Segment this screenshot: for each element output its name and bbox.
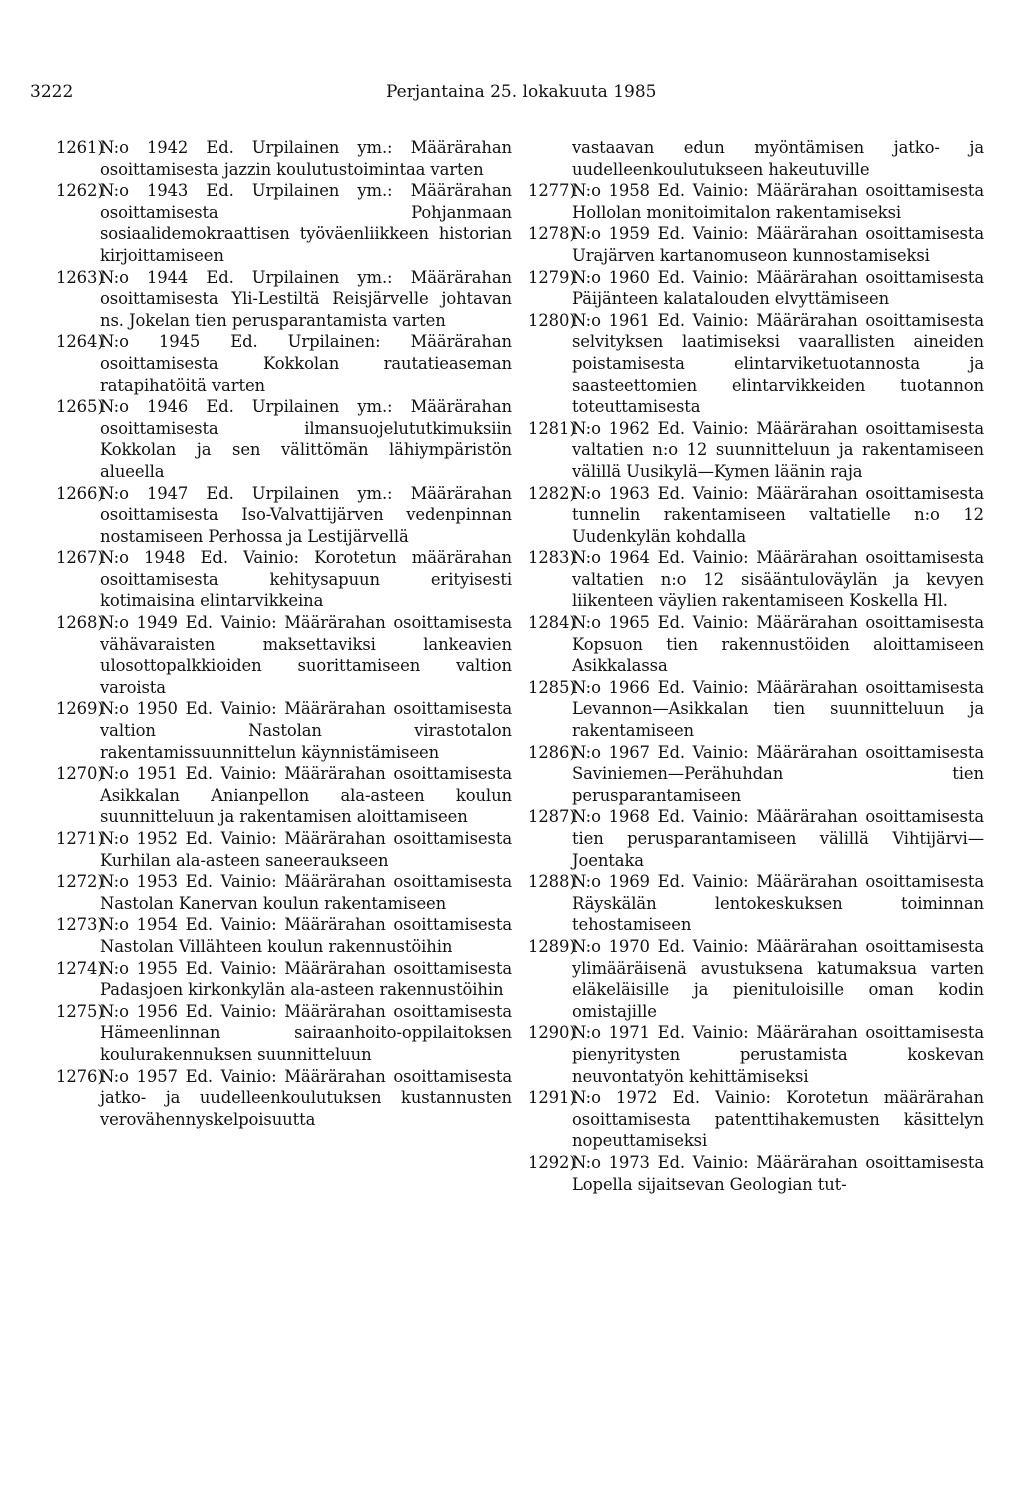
entry-text: N:o 1959 Ed. Vainio: Määrärahan osoittamisesta Urajärven kartanomuseon kunnostamiseksi: [572, 224, 984, 265]
list-item: [56, 914, 512, 957]
entry-number: 1281): [528, 418, 576, 438]
right-column: [528, 137, 984, 1195]
list-item: [56, 612, 512, 698]
list-item: [56, 763, 512, 828]
entry-number: 1265): [56, 397, 104, 417]
entry-text: N:o 1942 Ed. Urpilainen ym.: Määrärahan osoittamisesta jazzin koulutustoimintaa varten: [100, 138, 512, 179]
entry-text: N:o 1967 Ed. Vainio: Määrärahan osoittamisesta Saviniemen—Perähuhdan tien perusparantamiseen: [572, 742, 984, 805]
list-item: [528, 1152, 984, 1195]
entry-text: N:o 1965 Ed. Vainio: Määrärahan osoittamisesta Kopsuon tien rakennustöiden aloittamiseen Asikkalassa: [572, 613, 984, 676]
entry-number: 1264): [56, 332, 104, 352]
entry-number: 1288): [528, 872, 576, 892]
entry-number: 1262): [56, 181, 104, 201]
list-item: [528, 806, 984, 871]
entry-number: 1266): [56, 483, 104, 503]
entry-text: N:o 1963 Ed. Vainio: Määrärahan osoittamisesta tunnelin rakentamiseen valtatielle n:o 12 Uudenkylän kohdalla: [572, 483, 984, 546]
entry-text: N:o 1971 Ed. Vainio: Määrärahan osoittamisesta pienyritysten perustamista koskevan neuvontatyön kehittämiseksi: [572, 1023, 984, 1086]
list-item: [528, 310, 984, 418]
list-item: [56, 396, 512, 482]
entry-number: 1279): [528, 267, 576, 287]
list-item: [56, 331, 512, 396]
list-item: [56, 828, 512, 871]
entry-number: 1290): [528, 1023, 576, 1043]
entry-number: 1277): [528, 181, 576, 201]
list-item: [528, 1022, 984, 1087]
entry-number: 1273): [56, 915, 104, 935]
entry-number: 1278): [528, 224, 576, 244]
entry-text: N:o 1972 Ed. Vainio: Korotetun määrärahan osoittamisesta patenttihakemusten käsittelyn nopeuttamiseksi: [572, 1088, 984, 1151]
entry-text: N:o 1952 Ed. Vainio: Määrärahan osoittamisesta Kurhilan ala-asteen saneeraukseen: [100, 829, 512, 870]
list-item: [56, 871, 512, 914]
page-date: Perjantaina 25. lokakuuta 1985: [386, 82, 657, 102]
entry-text: N:o 1969 Ed. Vainio: Määrärahan osoittamisesta Räyskälän lentokeskuksen toiminnan tehostamiseen: [572, 872, 984, 935]
list-item: [528, 612, 984, 677]
entry-text: N:o 1966 Ed. Vainio: Määrärahan osoittamisesta Levannon—Asikkalan tien suunnitteluun ja rakentamiseen: [572, 677, 984, 741]
list-item: [528, 483, 984, 548]
entry-number: 1286): [528, 742, 576, 762]
entry-number: 1276): [56, 1066, 104, 1086]
entry-text: N:o 1946 Ed. Urpilainen ym.: Määrärahan osoittamisesta ilmansuojelututkimuksiin Kokkolan ja sen välittömän lähiympäristön alueella: [100, 397, 512, 481]
list-item: [528, 418, 984, 483]
entry-number: 1267): [56, 548, 104, 568]
entry-text: N:o 1954 Ed. Vainio: Määrärahan osoittamisesta Nastolan Villähteen koulun rakennustöihin: [100, 915, 512, 956]
entry-number: 1261): [56, 138, 104, 157]
list-item: [56, 547, 512, 612]
list-item: [528, 180, 984, 223]
list-item: [528, 547, 984, 612]
list-item: [56, 1001, 512, 1066]
entry-text: N:o 1958 Ed. Vainio: Määrärahan osoittamisesta Hollolan monitoimitalon rakentamiseksi: [572, 181, 984, 222]
entry-text: N:o 1964 Ed. Vainio: Määrärahan osoittamisesta valtatien n:o 12 sisääntuloväylän ja kevyen liikenteen väylien rakentamiseen Koskella Hl.: [572, 548, 984, 611]
page-header: [30, 82, 990, 106]
list-item: [56, 958, 512, 1001]
entry-text: N:o 1973 Ed. Vainio: Määrärahan osoittamisesta Lopella sijaitsevan Geologian tut-: [572, 1152, 984, 1194]
entry-text: N:o 1953 Ed. Vainio: Määrärahan osoittamisesta Nastolan Kanervan koulun rakentamiseen: [100, 872, 512, 913]
list-item: [56, 1066, 512, 1131]
entry-text: N:o 1951 Ed. Vainio: Määrärahan osoittamisesta Asikkalan Anianpellon ala-asteen koulun suunnitteluun ja rakentamisen aloittamiseen: [100, 764, 512, 827]
entry-number: 1285): [528, 677, 576, 697]
entry-number: 1292): [528, 1152, 576, 1172]
entry-number: 1268): [56, 613, 104, 633]
list-item: [528, 677, 984, 742]
list-item: [56, 698, 512, 763]
list-item: [528, 871, 984, 936]
entry-text: N:o 1955 Ed. Vainio: Määrärahan osoittamisesta Padasjoen kirkonkylän ala-asteen rakennustöihin: [100, 958, 512, 1000]
entry-text: N:o 1948 Ed. Vainio: Korotetun määrärahan osoittamisesta kehitysapuun erityisesti kotimaisina elintarvikkeina: [100, 548, 512, 611]
entry-text: N:o 1968 Ed. Vainio: Määrärahan osoittamisesta tien perusparantamiseen välillä Vihtijärvi—Joentaka: [572, 807, 984, 870]
page-number: 3222: [30, 82, 74, 102]
list-item: [56, 483, 512, 548]
entry-number: 1274): [56, 958, 104, 978]
list-item: [528, 936, 984, 1022]
list-item: [528, 267, 984, 310]
entry-text: N:o 1962 Ed. Vainio: Määrärahan osoittamisesta valtatien n:o 12 suunnitteluun ja rakentamiseen välillä Uusikylä—Kymen läänin raja: [572, 418, 984, 481]
left-column: [56, 137, 512, 1130]
entry-text: N:o 1970 Ed. Vainio: Määrärahan osoittamisesta ylimääräisenä avustuksena katumaksua varten eläkeläisille ja pienituloisille oman kodin omistajille: [572, 936, 984, 1021]
entry-number: 1271): [56, 829, 104, 848]
entry-number: 1263): [56, 267, 104, 287]
entry-text: N:o 1956 Ed. Vainio: Määrärahan osoittamisesta Hämeenlinnan sairaanhoito-oppilaitoksen koulurakennuksen suunnitteluun: [100, 1001, 512, 1064]
entry-text: N:o 1960 Ed. Vainio: Määrärahan osoittamisesta Päijänteen kalatalouden elvyttämiseen: [572, 267, 984, 309]
entry-text: N:o 1950 Ed. Vainio: Määrärahan osoittamisesta valtion Nastolan virastotalon rakentamissuunnittelun käynnistämiseen: [100, 699, 512, 762]
entry-text: N:o 1961 Ed. Vainio: Määrärahan osoittamisesta selvityksen laatimiseksi vaarallisten aineiden poistamisesta elintarviketuotannosta ja saasteettomien elintarvikkeiden tuotannon toteuttamisesta: [572, 310, 984, 417]
entry-number: 1269): [56, 699, 104, 719]
entry-number: 1291): [528, 1088, 576, 1108]
list-item: [528, 223, 984, 266]
continuation-text: vastaavan edun myöntämisen jatko- ja uudelleenkoulutukseen hakeutuville: [572, 138, 984, 179]
list-item: [56, 180, 512, 266]
entry-text: N:o 1945 Ed. Urpilainen: Määrärahan osoittamisesta Kokkolan rautatieaseman ratapihatöitä varten: [100, 332, 512, 395]
entry-number: 1275): [56, 1001, 104, 1021]
entry-number: 1280): [528, 310, 576, 330]
entry-number: 1289): [528, 936, 576, 956]
entry-number: 1283): [528, 548, 576, 568]
entry-number: 1282): [528, 483, 576, 503]
list-item: [56, 137, 512, 180]
entry-number: 1284): [528, 613, 576, 633]
entry-text: N:o 1944 Ed. Urpilainen ym.: Määrärahan osoittamisesta Yli-Lestiltä Reisjärvelle johtavan ns. Jokelan tien perusparantamista varten: [100, 267, 512, 330]
list-item: [528, 1087, 984, 1152]
list-item: [56, 267, 512, 332]
entry-text: N:o 1943 Ed. Urpilainen ym.: Määrärahan osoittamisesta Pohjanmaan sosiaalidemokraattisen työväenliikkeen historian kirjoittamiseen: [100, 181, 512, 265]
entry-text: N:o 1949 Ed. Vainio: Määrärahan osoittamisesta vähävaraisten maksettaviksi lankeavien ulosottopalkkioiden suorittamiseen valtion varoista: [100, 613, 512, 697]
entry-text: N:o 1947 Ed. Urpilainen ym.: Määrärahan osoittamisesta Iso-Valvattijärven vedenpinnan nostamiseen Perhossa ja Lestijärvellä: [100, 483, 512, 546]
entry-number: 1287): [528, 807, 576, 827]
entry-number: 1272): [56, 872, 104, 892]
entry-text: N:o 1957 Ed. Vainio: Määrärahan osoittamisesta jatko- ja uudelleenkoulutuksen kustannusten verovähennyskelpoisuutta: [100, 1066, 512, 1129]
list-item: [528, 742, 984, 807]
entry-number: 1270): [56, 764, 104, 784]
